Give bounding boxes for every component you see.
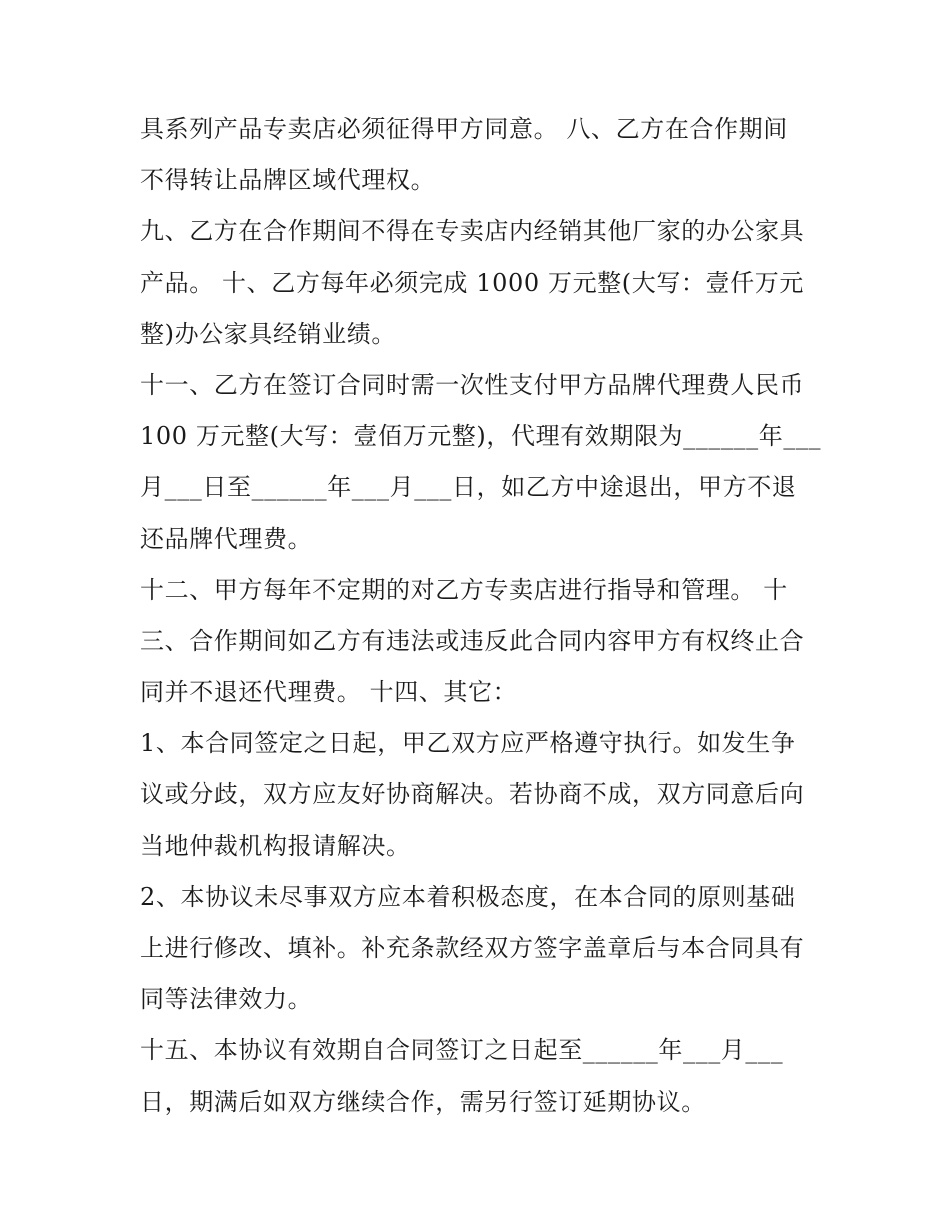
paragraph-clause-11 [140,360,820,565]
paragraph-clause-15 [140,1025,820,1127]
text-line: 同等法律效力。 [140,985,313,1014]
paragraph-item-2 [140,872,820,1026]
text-line: 同并不退还代理费。 十四、其它： [140,678,518,707]
text-line: 上进行修改、填补。补充条款经双方签字盖章后与本合同具有 [140,934,805,962]
text-line: 1、本合同签定之日起，甲乙双方应严格遵守执行。如发生争 [140,729,796,758]
document-body [140,104,820,1128]
text-line: 九、乙方在合作期间不得在专卖店内经销其他厂家的办公家具 [140,217,805,246]
paragraph-clause-12-14 [140,565,820,719]
text-line: 整)办公家具经销业绩。 [140,319,396,348]
paragraph-item-1 [140,718,820,872]
text-line: 100 万元整(大写：壹佰万元整)，代理有效期限为______年___ [140,422,822,451]
text-line: 十二、甲方每年不定期的对乙方专卖店进行指导和管理。 十 [140,575,788,604]
text-line: 议或分歧，双方应友好协商解决。若协商不成，双方同意后向 [140,780,805,809]
text-line: 还品牌代理费。 [140,524,313,553]
text-line: 三、合作期间如乙方有违法或违反此合同内容甲方有权终止合 [140,626,805,655]
text-line: 2、本协议未尽事双方应本着积极态度，在本合同的原则基础 [140,882,796,911]
text-line: 不得转让品牌区域代理权。 [140,166,436,195]
text-line: 当地仲裁机构报请解决。 [140,831,411,860]
paragraph-clause-9-10 [140,206,820,360]
text-line: 十一、乙方在签订合同时需一次性支付甲方品牌代理费人民币 [140,370,805,399]
text-line: 日，期满后如双方继续合作，需另行签订延期协议。 [140,1087,706,1116]
text-line: 具系列产品专卖店必须征得甲方同意。 八、乙方在合作期间 [140,115,788,143]
paragraph-clause-8 [140,104,820,206]
text-line: 十五、本协议有效期自合同签订之日起至______年___月___ [140,1036,784,1065]
text-line: 月___日至______年___月___日，如乙方中途退出，甲方不退 [140,473,797,502]
text-line: 产品。 十、乙方每年必须完成 1000 万元整(大写：壹仟万元 [140,268,804,297]
